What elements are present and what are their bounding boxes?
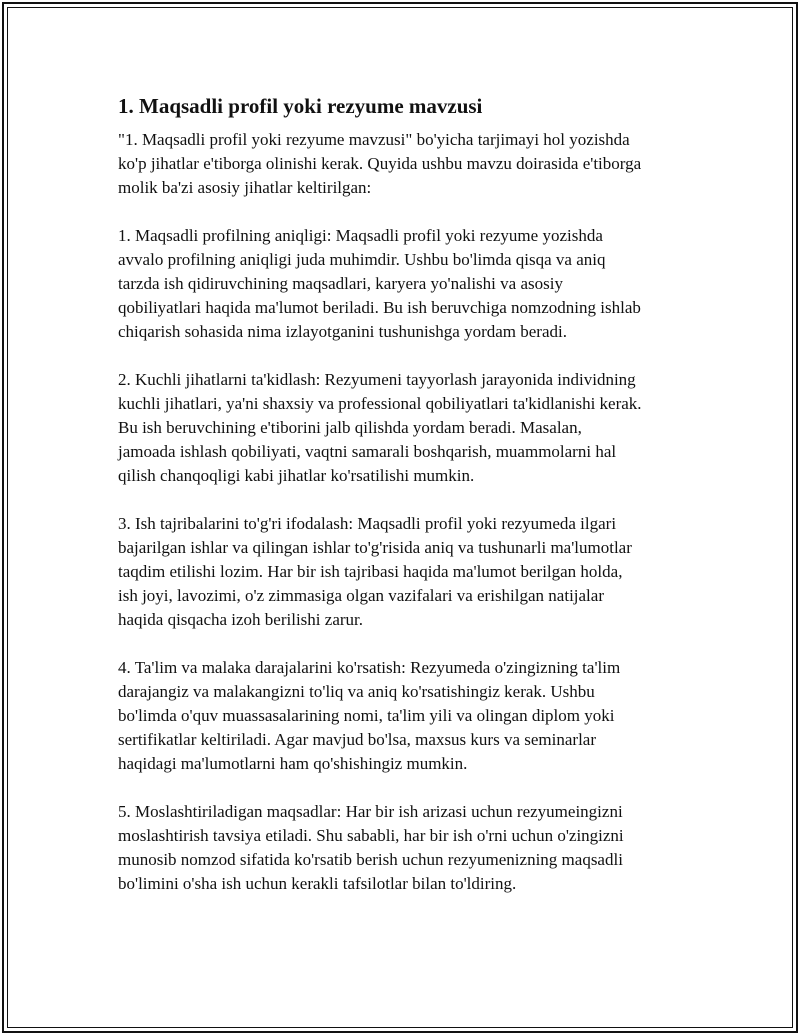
section-2-paragraph bbox=[118, 368, 698, 488]
paragraph-line: kuchli jihatlari, ya'ni shaxsiy va professional qobiliyatlari ta'kidlanishi kerak. bbox=[118, 394, 642, 413]
paragraph-line: chiqarish sohasida nima izlayotganini tushunishga yordam beradi. bbox=[118, 322, 567, 341]
paragraph-line: taqdim etilishi lozim. Har bir ish tajribasi haqida ma'lumot berilgan holda, bbox=[118, 562, 623, 581]
paragraph-line: tarzda ish qidiruvchining maqsadlari, karyera yo'nalishi va asosiy bbox=[118, 274, 563, 293]
paragraph-line: bo'limda o'quv muassasalarining nomi, ta'lim yili va olingan diplom yoki bbox=[118, 706, 615, 725]
intro-paragraph bbox=[118, 128, 698, 200]
paragraph-line: ish joyi, lavozimi, o'z zimmasiga olgan vazifalari va erishilgan natijalar bbox=[118, 586, 604, 605]
paragraph-line: jamoada ishlash qobiliyati, vaqtni samarali boshqarish, muammolarni hal bbox=[118, 442, 617, 461]
section-4-paragraph bbox=[118, 656, 698, 776]
paragraph-line: haqidagi ma'lumotlarni ham qo'shishingiz mumkin. bbox=[118, 754, 468, 773]
paragraph-line: qobiliyatlari haqida ma'lumot beriladi. Bu ish beruvchiga nomzodning ishlab bbox=[118, 298, 641, 317]
document-content bbox=[118, 92, 698, 920]
section-1-paragraph bbox=[118, 224, 698, 344]
paragraph-line: 5. Moslashtiriladigan maqsadlar: Har bir ish arizasi uchun rezyumeingizni bbox=[118, 802, 623, 821]
paragraph-line: bo'limini o'sha ish uchun kerakli tafsilotlar bilan to'ldiring. bbox=[118, 874, 517, 893]
document-title: 1. Maqsadli profil yoki rezyume mavzusi bbox=[118, 94, 483, 118]
paragraph-line: 3. Ish tajribalarini to'g'ri ifodalash: Maqsadli profil yoki rezyumeda ilgari bbox=[118, 514, 617, 533]
paragraph-line: 4. Ta'lim va malaka darajalarini ko'rsatish: Rezyumeda o'zingizning ta'lim bbox=[118, 658, 621, 677]
paragraph-line: Bu ish beruvchining e'tiborini jalb qilishda yordam beradi. Masalan, bbox=[118, 418, 582, 437]
paragraph-line: avvalo profilning aniqligi juda muhimdir. Ushbu bo'limda qisqa va aniq bbox=[118, 250, 606, 269]
paragraph-line: bajarilgan ishlar va qilingan ishlar to'g'risida aniq va tushunarli ma'lumotlar bbox=[118, 538, 632, 557]
paragraph-line: haqida qisqacha izoh berilishi zarur. bbox=[118, 610, 363, 629]
paragraph-line: molik ba'zi asosiy jihatlar keltirilgan: bbox=[118, 178, 372, 197]
paragraph-line: 2. Kuchli jihatlarni ta'kidlash: Rezyumeni tayyorlash jarayonida individning bbox=[118, 370, 636, 389]
paragraph-line: darajangiz va malakangizni to'liq va aniq ko'rsatishingiz kerak. Ushbu bbox=[118, 682, 595, 701]
paragraph-line: "1. Maqsadli profil yoki rezyume mavzusi" bo'yicha tarjimayi hol yozishda bbox=[118, 130, 630, 149]
paragraph-line: qilish chanqoqligi kabi jihatlar ko'rsatilishi mumkin. bbox=[118, 466, 475, 485]
section-3-paragraph bbox=[118, 512, 698, 632]
paragraph-line: 1. Maqsadli profilning aniqligi: Maqsadli profil yoki rezyume yozishda bbox=[118, 226, 603, 245]
paragraph-line: moslashtirish tavsiya etiladi. Shu sababli, har bir ish o'rni uchun o'zingizni bbox=[118, 826, 624, 845]
section-5-paragraph bbox=[118, 800, 698, 896]
paragraph-line: ko'p jihatlar e'tiborga olinishi kerak. Quyida ushbu mavzu doirasida e'tiborga bbox=[118, 154, 642, 173]
paragraph-line: sertifikatlar keltiriladi. Agar mavjud bo'lsa, maxsus kurs va seminarlar bbox=[118, 730, 596, 749]
paragraph-line: munosib nomzod sifatida ko'rsatib berish uchun rezyumenizning maqsadli bbox=[118, 850, 623, 869]
